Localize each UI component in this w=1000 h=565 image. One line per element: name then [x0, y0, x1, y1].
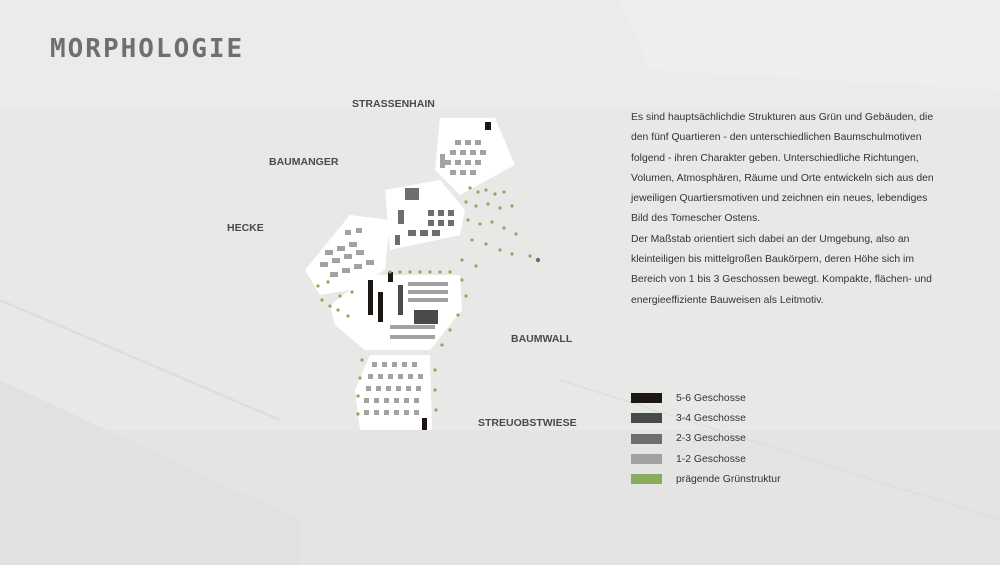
- description-paragraph-2: Der Maßstab orientiert sich dabei an der Umgebung, also an kleinteiligen bis mittelgroßen Baukörpern, deren Höhe sich im Bereich von 1 bis 3 Geschossen bewegt. Kompakte, flächen- und energieeffiziente Bauweisen als Leitmotiv.: [631, 233, 932, 306]
- quarter-label-baumanger: BAUMANGER: [269, 156, 339, 168]
- building-tower: [485, 122, 491, 130]
- legend-swatch: [631, 413, 662, 423]
- quarter-label-baumwall: BAUMWALL: [511, 333, 573, 345]
- legend-item: [631, 469, 781, 489]
- quarter-label-hecke: HECKE: [227, 222, 264, 234]
- legend-label: 1-2 Geschosse: [676, 453, 746, 465]
- legend-swatch: [631, 434, 662, 444]
- building-south-tower: [422, 418, 427, 430]
- description-paragraph-1: Es sind hauptsächlichdie Strukturen aus Grün und Gebäuden, die den fünf Quartieren - den unterschiedlichen Baumschulmotiven folgend - ihren Charakter geben. Unterschiedliche Richtungen, Volumen, Atmosphären, Räume und Orte entwickeln sich aus den jeweiligen Quartiersmotiven und zeichnen ein neues, lebendiges Bild des Tomescher Ostens.: [631, 112, 934, 225]
- description: [631, 108, 936, 311]
- legend-label: 3-4 Geschosse: [676, 412, 746, 424]
- legend-label: 5-6 Geschosse: [676, 392, 746, 404]
- site-plan: [290, 110, 550, 440]
- legend-label: 2-3 Geschosse: [676, 433, 746, 445]
- quarter-label-streuobstwiese: STREUOBSTWIESE: [478, 417, 577, 429]
- legend-swatch: [631, 474, 662, 484]
- district-strassenhain: [435, 118, 515, 195]
- legend-swatch: [631, 454, 662, 464]
- quarter-label-strassenhain: STRASSENHAIN: [352, 98, 435, 110]
- legend-item: [631, 408, 781, 428]
- legend-item: [631, 429, 781, 449]
- legend-item: [631, 388, 781, 408]
- outlier-building: [536, 258, 540, 262]
- legend-swatch: [631, 393, 662, 403]
- legend-label: prägende Grünstruktur: [676, 473, 781, 485]
- page-title: MORPHOLOGIE: [50, 34, 245, 64]
- legend-item: [631, 449, 781, 469]
- legend: [631, 388, 781, 489]
